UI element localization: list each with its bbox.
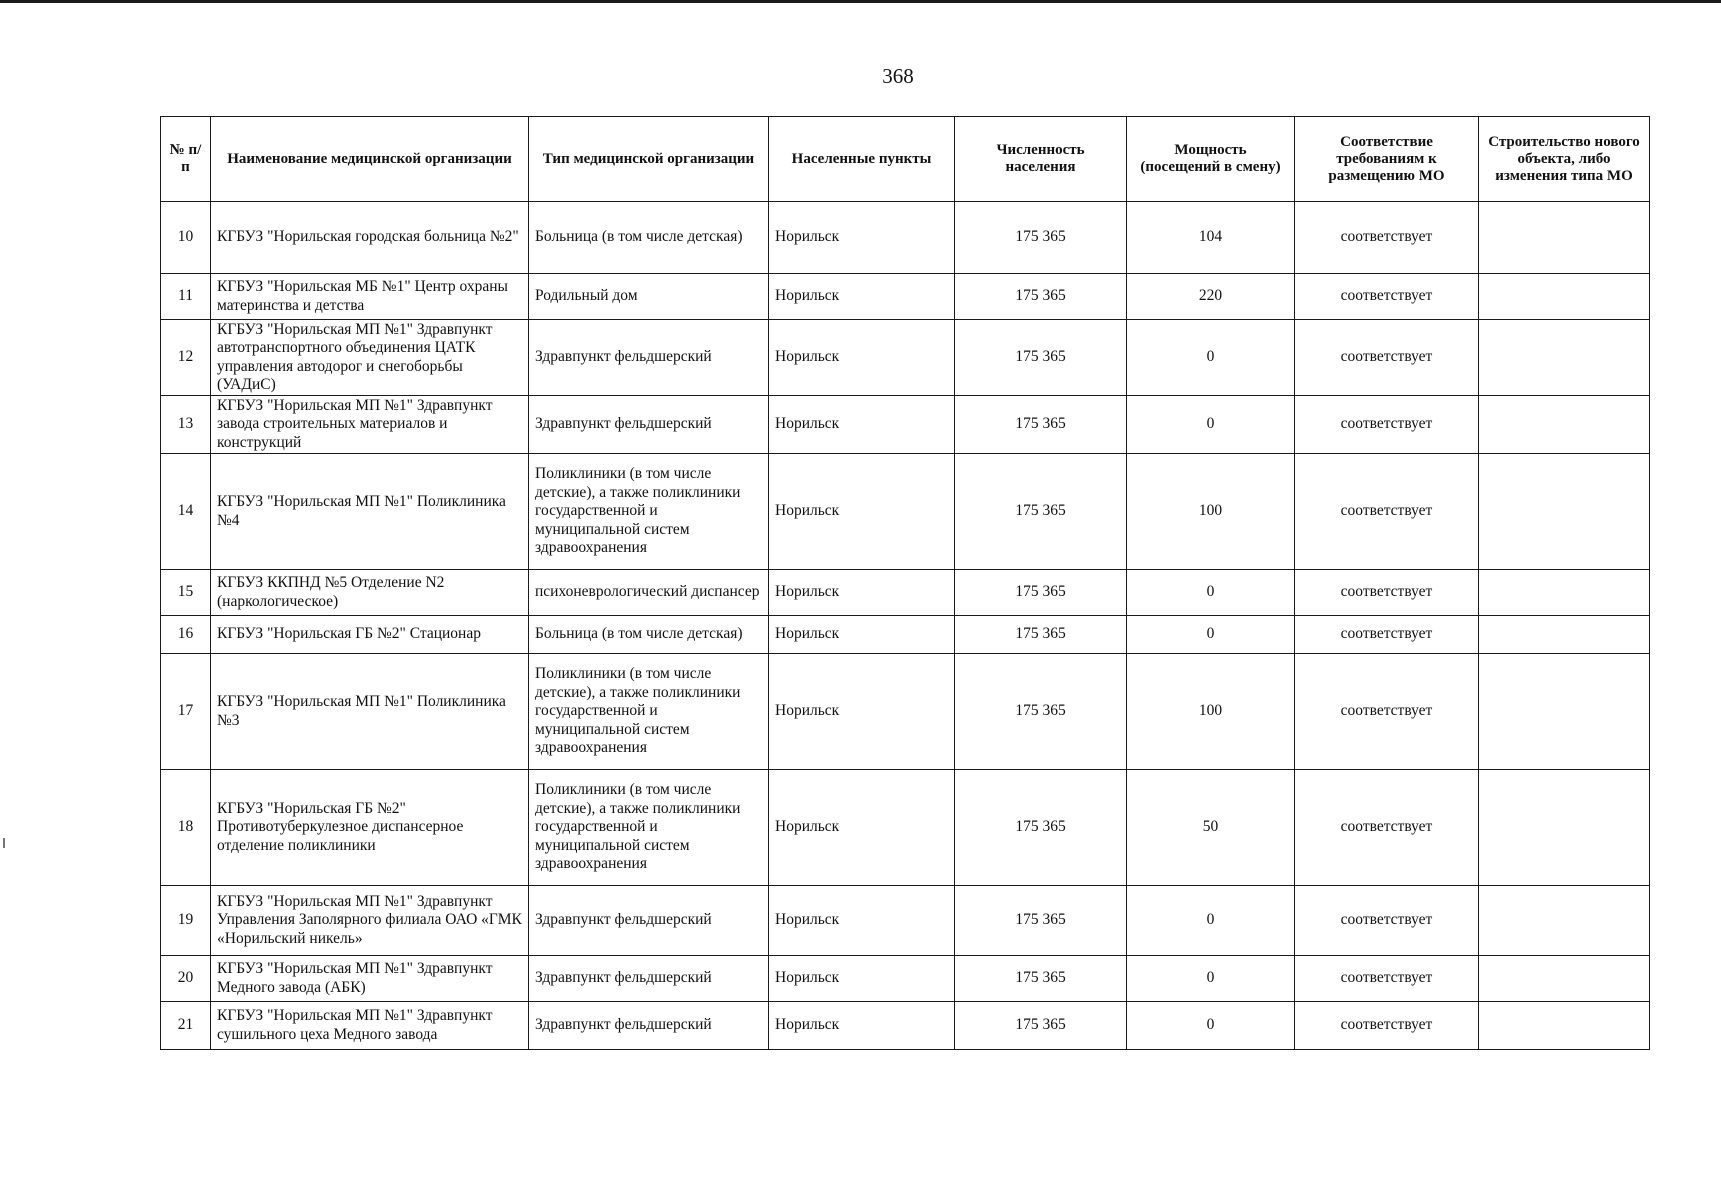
row-organization-name: КГБУЗ "Норильская МП №1" Здравпункт завода строительных материалов и конструкций bbox=[211, 396, 529, 454]
row-population: 175 365 bbox=[955, 570, 1127, 616]
row-number: 15 bbox=[161, 570, 211, 616]
row-population: 175 365 bbox=[955, 320, 1127, 396]
row-compliance: соответствует bbox=[1295, 274, 1479, 320]
row-organization-name: КГБУЗ "Норильская МП №1" Здравпункт Управления Заполярного филиала ОАО «ГМК «Норильский никель» bbox=[211, 886, 529, 956]
row-number: 21 bbox=[161, 1002, 211, 1050]
row-organization-name: КГБУЗ "Норильская ГБ №2" Противотуберкулезное диспансерное отделение поликлиники bbox=[211, 770, 529, 886]
header-capacity: Мощность (посещений в смену) bbox=[1127, 117, 1295, 202]
row-compliance: соответствует bbox=[1295, 320, 1479, 396]
row-number: 10 bbox=[161, 202, 211, 274]
row-number: 19 bbox=[161, 886, 211, 956]
row-settlement: Норильск bbox=[769, 654, 955, 770]
row-organization-type: Больница (в том числе детская) bbox=[529, 616, 769, 654]
row-compliance: соответствует bbox=[1295, 886, 1479, 956]
row-compliance: соответствует bbox=[1295, 654, 1479, 770]
row-organization-type: Больница (в том числе детская) bbox=[529, 202, 769, 274]
row-compliance: соответствует bbox=[1295, 1002, 1479, 1050]
row-organization-type: Здравпункт фельдшерский bbox=[529, 886, 769, 956]
table-row bbox=[161, 570, 1650, 616]
row-organization-name: КГБУЗ "Норильская МП №1" Поликлиника №3 bbox=[211, 654, 529, 770]
row-capacity: 0 bbox=[1127, 320, 1295, 396]
row-population: 175 365 bbox=[955, 274, 1127, 320]
row-organization-name: КГБУЗ "Норильская МП №1" Здравпункт Медного завода (АБК) bbox=[211, 956, 529, 1002]
row-organization-name: КГБУЗ "Норильская МБ №1" Центр охраны материнства и детства bbox=[211, 274, 529, 320]
row-compliance: соответствует bbox=[1295, 616, 1479, 654]
row-number: 20 bbox=[161, 956, 211, 1002]
row-organization-name: КГБУЗ "Норильская МП №1" Здравпункт сушильного цеха Медного завода bbox=[211, 1002, 529, 1050]
row-settlement: Норильск bbox=[769, 454, 955, 570]
row-population: 175 365 bbox=[955, 454, 1127, 570]
row-organization-name: КГБУЗ "Норильская МП №1" Здравпункт автотранспортного объединения ЦАТК управления автодорог и снегоборьбы (УАДиС) bbox=[211, 320, 529, 396]
row-population: 175 365 bbox=[955, 886, 1127, 956]
row-organization-name: КГБУЗ "Норильская ГБ №2" Стационар bbox=[211, 616, 529, 654]
row-capacity: 100 bbox=[1127, 654, 1295, 770]
row-capacity: 220 bbox=[1127, 274, 1295, 320]
row-settlement: Норильск bbox=[769, 320, 955, 396]
row-settlement: Норильск bbox=[769, 886, 955, 956]
row-capacity: 100 bbox=[1127, 454, 1295, 570]
row-capacity: 0 bbox=[1127, 570, 1295, 616]
row-organization-type: Здравпункт фельдшерский bbox=[529, 1002, 769, 1050]
row-construction bbox=[1479, 320, 1650, 396]
header-compliance: Соответствие требованиям к размещению МО bbox=[1295, 117, 1479, 202]
scan-mark bbox=[3, 838, 5, 848]
table-row bbox=[161, 274, 1650, 320]
row-construction bbox=[1479, 886, 1650, 956]
row-number: 18 bbox=[161, 770, 211, 886]
row-organization-type: Здравпункт фельдшерский bbox=[529, 396, 769, 454]
row-settlement: Норильск bbox=[769, 274, 955, 320]
row-settlement: Норильск bbox=[769, 616, 955, 654]
row-organization-type: Поликлиники (в том числе детские), а также поликлиники государственной и муниципальной систем здравоохранения bbox=[529, 770, 769, 886]
row-compliance: соответствует bbox=[1295, 396, 1479, 454]
table-row bbox=[161, 320, 1650, 396]
row-number: 11 bbox=[161, 274, 211, 320]
row-construction bbox=[1479, 570, 1650, 616]
row-organization-name: КГБУЗ "Норильская городская больница №2" bbox=[211, 202, 529, 274]
row-compliance: соответствует bbox=[1295, 202, 1479, 274]
row-organization-type: Поликлиники (в том числе детские), а также поликлиники государственной и муниципальной систем здравоохранения bbox=[529, 454, 769, 570]
row-capacity: 0 bbox=[1127, 956, 1295, 1002]
row-compliance: соответствует bbox=[1295, 770, 1479, 886]
row-construction bbox=[1479, 770, 1650, 886]
row-population: 175 365 bbox=[955, 956, 1127, 1002]
header-construction: Строительство нового объекта, либо изменения типа МО bbox=[1479, 117, 1650, 202]
row-settlement: Норильск bbox=[769, 1002, 955, 1050]
row-population: 175 365 bbox=[955, 654, 1127, 770]
row-construction bbox=[1479, 654, 1650, 770]
row-construction bbox=[1479, 454, 1650, 570]
row-population: 175 365 bbox=[955, 396, 1127, 454]
row-construction bbox=[1479, 396, 1650, 454]
row-organization-type: Родильный дом bbox=[529, 274, 769, 320]
row-organization-type: психоневрологический диспансер bbox=[529, 570, 769, 616]
row-settlement: Норильск bbox=[769, 570, 955, 616]
row-capacity: 0 bbox=[1127, 1002, 1295, 1050]
row-organization-name: КГБУЗ "Норильская МП №1" Поликлиника №4 bbox=[211, 454, 529, 570]
row-settlement: Норильск bbox=[769, 202, 955, 274]
table-row bbox=[161, 396, 1650, 454]
row-population: 175 365 bbox=[955, 616, 1127, 654]
row-number: 16 bbox=[161, 616, 211, 654]
row-population: 175 365 bbox=[955, 770, 1127, 886]
row-organization-type: Здравпункт фельдшерский bbox=[529, 320, 769, 396]
row-capacity: 0 bbox=[1127, 396, 1295, 454]
row-population: 175 365 bbox=[955, 1002, 1127, 1050]
row-capacity: 0 bbox=[1127, 616, 1295, 654]
row-population: 175 365 bbox=[955, 202, 1127, 274]
row-organization-type: Поликлиники (в том числе детские), а также поликлиники государственной и муниципальной систем здравоохранения bbox=[529, 654, 769, 770]
row-settlement: Норильск bbox=[769, 770, 955, 886]
table-row bbox=[161, 616, 1650, 654]
row-construction bbox=[1479, 202, 1650, 274]
table-body bbox=[161, 202, 1650, 1050]
row-number: 14 bbox=[161, 454, 211, 570]
row-number: 17 bbox=[161, 654, 211, 770]
header-number: № п/п bbox=[161, 117, 211, 202]
medical-organizations-table bbox=[160, 116, 1650, 1050]
row-construction bbox=[1479, 1002, 1650, 1050]
header-organization-type: Тип медицинской организации bbox=[529, 117, 769, 202]
row-organization-type: Здравпункт фельдшерский bbox=[529, 956, 769, 1002]
table-row bbox=[161, 770, 1650, 886]
row-capacity: 50 bbox=[1127, 770, 1295, 886]
page-number: 368 bbox=[882, 64, 914, 88]
row-construction bbox=[1479, 616, 1650, 654]
row-construction bbox=[1479, 956, 1650, 1002]
table-header-row bbox=[161, 117, 1650, 202]
row-compliance: соответствует bbox=[1295, 454, 1479, 570]
row-settlement: Норильск bbox=[769, 956, 955, 1002]
row-compliance: соответствует bbox=[1295, 570, 1479, 616]
header-population: Численность населения bbox=[955, 117, 1127, 202]
row-capacity: 0 bbox=[1127, 886, 1295, 956]
scan-top-edge bbox=[0, 0, 1721, 3]
table-row bbox=[161, 1002, 1650, 1050]
row-capacity: 104 bbox=[1127, 202, 1295, 274]
header-settlements: Населенные пункты bbox=[769, 117, 955, 202]
row-number: 13 bbox=[161, 396, 211, 454]
table-row bbox=[161, 956, 1650, 1002]
header-organization-name: Наименование медицинской организации bbox=[211, 117, 529, 202]
table-row bbox=[161, 454, 1650, 570]
table-row bbox=[161, 202, 1650, 274]
row-settlement: Норильск bbox=[769, 396, 955, 454]
row-number: 12 bbox=[161, 320, 211, 396]
row-compliance: соответствует bbox=[1295, 956, 1479, 1002]
row-organization-name: КГБУЗ ККПНД №5 Отделение N2 (наркологическое) bbox=[211, 570, 529, 616]
row-construction bbox=[1479, 274, 1650, 320]
table-row bbox=[161, 886, 1650, 956]
table-row bbox=[161, 654, 1650, 770]
